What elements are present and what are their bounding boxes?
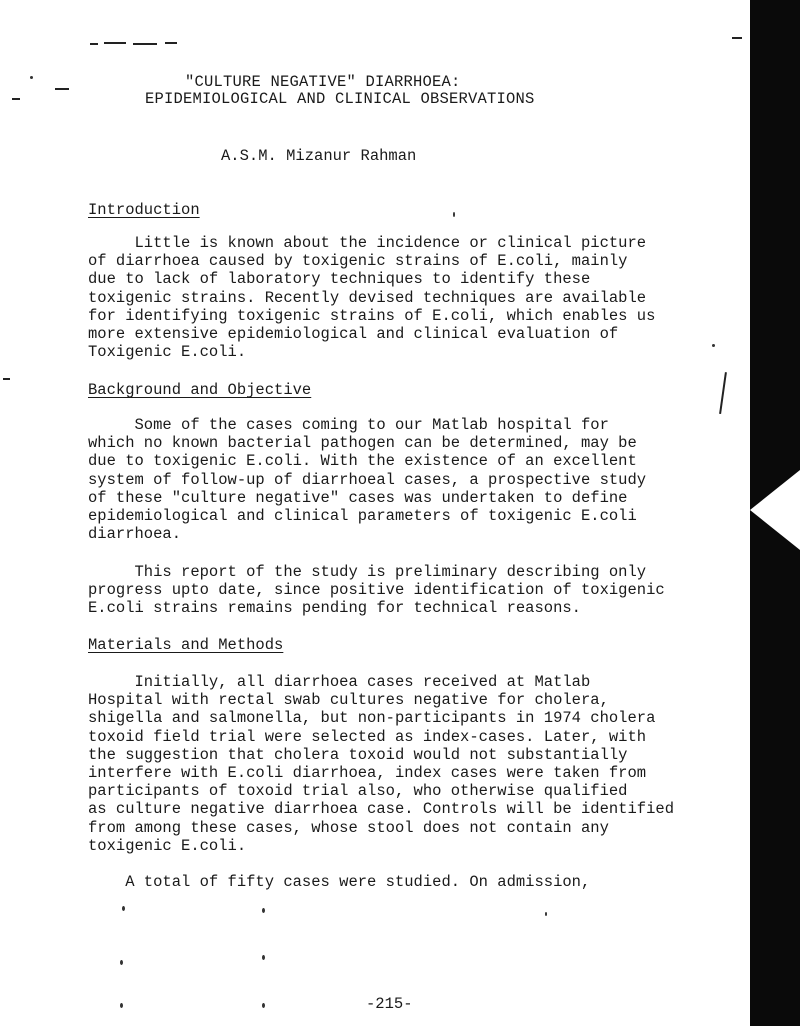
text-line: progress upto date, since positive identification of toxigenic: [88, 581, 665, 600]
scan-speck: [122, 906, 125, 911]
scan-speck: [262, 1003, 265, 1008]
text-line: This report of the study is preliminary describing only: [88, 563, 647, 581]
scan-mark: [732, 37, 742, 39]
scan-speck: [30, 76, 33, 79]
section-heading-background: Background and Objective: [88, 381, 312, 399]
text-line: system of follow-up of diarrhoeal cases, a prospective study: [88, 470, 647, 489]
text-line: which no known bacterial pathogen can be determined, may be: [88, 434, 637, 453]
text-line: Some of the cases coming to our Matlab hospital for: [88, 416, 609, 434]
scan-mark: [12, 98, 20, 100]
text-line: Hospital with rectal swab cultures negative for cholera,: [88, 691, 609, 710]
introduction-paragraph: [88, 234, 738, 361]
text-line: more extensive epidemiological and clinical evaluation of: [88, 325, 619, 344]
text-line: E.coli strains remains pending for technical reasons.: [88, 599, 581, 618]
section-heading-introduction: Introduction: [88, 201, 200, 219]
text-line: A total of fifty cases were studied. On admission,: [88, 873, 591, 891]
scan-mark: [719, 372, 726, 414]
text-line: diarrhoea.: [88, 525, 182, 544]
scan-mark: [133, 43, 157, 45]
text-line: for identifying toxigenic strains of E.coli, which enables us: [88, 306, 656, 325]
scan-mark: [55, 88, 69, 90]
scan-mark: [3, 378, 10, 380]
scanner-edge-notch: [750, 470, 800, 550]
scan-speck: [120, 960, 123, 965]
text-line: Little is known about the incidence or clinical picture: [88, 234, 647, 252]
document-title-line-1: "CULTURE NEGATIVE" DIARRHOEA:: [185, 73, 461, 91]
background-paragraph-2: [88, 563, 738, 618]
text-line: participants of toxoid trial also, who otherwise qualified: [88, 782, 628, 801]
text-line: as culture negative diarrhoea case. Controls will be identified: [88, 800, 674, 819]
scan-speck: [262, 955, 265, 960]
text-line: toxoid field trial were selected as index-cases. Later, with: [88, 727, 647, 746]
scan-speck: [453, 212, 455, 217]
section-heading-materials-methods: Materials and Methods: [88, 636, 284, 654]
text-line: from among these cases, whose stool does not contain any: [88, 818, 609, 837]
scan-speck: [262, 908, 265, 913]
scan-speck: [545, 912, 547, 916]
author-name: A.S.M. Mizanur Rahman: [221, 147, 417, 165]
scan-mark: [104, 42, 126, 44]
text-line: Toxigenic E.coli.: [88, 343, 247, 362]
text-line: epidemiological and clinical parameters of toxigenic E.coli: [88, 507, 637, 526]
materials-methods-paragraph-2: [88, 873, 738, 891]
materials-methods-paragraph-1: [88, 673, 738, 855]
text-line: the suggestion that cholera toxoid would not substantially: [88, 745, 628, 764]
text-line: due to lack of laboratory techniques to identify these: [88, 270, 591, 289]
text-line: of diarrhoea caused by toxigenic strains of E.coli, mainly: [88, 252, 628, 271]
scan-mark: [90, 43, 98, 45]
page-number: -215-: [366, 995, 413, 1013]
document-title-line-2: EPIDEMIOLOGICAL AND CLINICAL OBSERVATIONS: [145, 90, 535, 108]
text-line: toxigenic E.coli.: [88, 836, 247, 855]
text-line: interfere with E.coli diarrhoea, index cases were taken from: [88, 764, 647, 783]
text-line: shigella and salmonella, but non-participants in 1974 cholera: [88, 709, 656, 728]
background-paragraph-1: [88, 416, 738, 543]
text-line: of these "culture negative" cases was undertaken to define: [88, 488, 628, 507]
text-line: toxigenic strains. Recently devised techniques are available: [88, 288, 647, 307]
scan-mark: [165, 42, 177, 44]
text-line: Initially, all diarrhoea cases received at Matlab: [88, 673, 591, 691]
scan-speck: [120, 1003, 123, 1008]
text-line: due to toxigenic E.coli. With the existence of an excellent: [88, 452, 637, 471]
